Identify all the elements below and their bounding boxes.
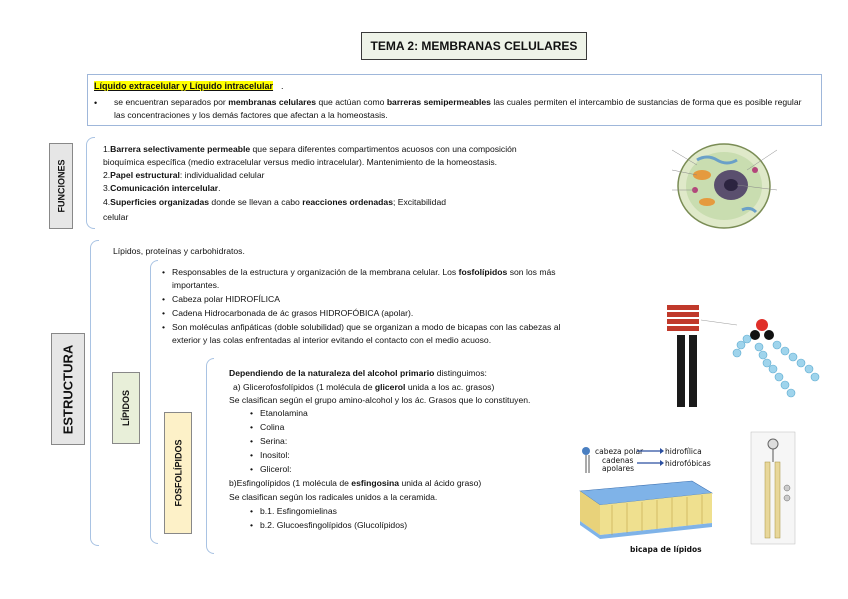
intro-bullet bbox=[114, 96, 814, 122]
intro-box bbox=[87, 74, 822, 126]
bold-text: Comunicación intercelular bbox=[110, 183, 219, 193]
legend-polar: cabeza polar bbox=[595, 447, 644, 456]
text-segment: importantes. bbox=[172, 280, 220, 290]
text-segment: ; Excitabilidad bbox=[392, 197, 447, 207]
text-segment: : individualidad celular bbox=[179, 170, 265, 180]
list-item: • Glicerol: bbox=[260, 463, 292, 475]
bold-text: membranas celulares bbox=[228, 97, 317, 107]
funcion-line-4 bbox=[103, 182, 221, 194]
funcion-line-5 bbox=[103, 196, 446, 208]
lipidos-label: LÍPIDOS bbox=[112, 372, 140, 444]
glicero-clasificacion: Se clasifican según el grupo amino-alcohol y los ác. Grasos que lo constituyen. bbox=[229, 395, 531, 405]
bullet-icon: • bbox=[94, 98, 98, 108]
text-segment: distinguimos: bbox=[434, 368, 487, 378]
text-segment: que actúan como bbox=[316, 97, 387, 107]
funciones-label: FUNCIONES bbox=[49, 143, 73, 229]
text-segment: bioquímica específica (medio extracelular versus medio intracelular). Mantenimiento de la homeostasis. bbox=[103, 157, 498, 167]
text-segment: unida al ácido graso) bbox=[399, 478, 482, 488]
lipidos-bullet-1 bbox=[172, 266, 556, 278]
text-segment: Responsables de la estructura y organización de la membrana celular. Los bbox=[172, 267, 459, 277]
funcion-line-6 bbox=[103, 211, 128, 223]
funcion-line-2 bbox=[103, 156, 497, 168]
list-item: • Colina bbox=[260, 421, 284, 433]
esfingolipidos bbox=[229, 477, 481, 489]
lipidos-bullet-4: • Son moléculas anfipáticas (doble solubilidad) que se organizan a modo de bicapas con las cabezas al bbox=[172, 321, 560, 333]
legend-apolar-1: cadenas bbox=[602, 456, 634, 465]
bicapa-caption: bicapa de lípidos bbox=[630, 545, 702, 554]
fosfolipidos-brace bbox=[206, 358, 214, 554]
legend-apolar-2: apolares bbox=[602, 464, 635, 473]
list-item: • b.2. Glucoesfingolípidos (Glucolípidos) bbox=[260, 519, 407, 531]
list-item: • Etanolamina bbox=[260, 407, 308, 419]
text-segment: b)Esfingolípidos (1 molécula de bbox=[229, 478, 352, 488]
legend-hidrofilica: hidrofílica bbox=[665, 447, 702, 456]
list-item: • Serina: bbox=[260, 435, 287, 447]
text-segment: 4. bbox=[103, 197, 111, 207]
text-segment: 3. bbox=[103, 183, 111, 193]
funcion-line-1 bbox=[103, 143, 517, 155]
estructura-intro: Lípidos, proteínas y carbohidratos. bbox=[113, 246, 245, 256]
bold-text: esfingosina bbox=[351, 478, 400, 488]
fosfolipidos-heading bbox=[229, 367, 487, 379]
text-segment: se encuentran separados por bbox=[114, 97, 229, 107]
esfingo-clasificacion: Se clasifican según los radicales unidos a la ceramida. bbox=[229, 492, 438, 502]
lipidos-brace bbox=[150, 260, 158, 544]
bilayer-diagram bbox=[572, 443, 717, 555]
bold-text: Papel estructural bbox=[110, 170, 180, 180]
bold-text: reacciones ordenadas bbox=[302, 197, 393, 207]
text-segment: celular bbox=[103, 212, 129, 222]
text-segment: son los más bbox=[507, 267, 556, 277]
intro-heading: Líquido extracelular y Líquido intracelular bbox=[94, 81, 274, 91]
estructura-brace bbox=[90, 240, 99, 546]
text-segment: 1. bbox=[103, 144, 111, 154]
bold-text: barreras semipermeables bbox=[386, 97, 491, 107]
page-title: TEMA 2: MEMBRANAS CELULARES bbox=[361, 32, 587, 60]
lipidos-bullet-1b bbox=[172, 279, 219, 291]
funciones-brace bbox=[86, 137, 95, 229]
funcion-line-3 bbox=[103, 169, 264, 181]
text-segment: a) Glicerofosfolípidos (1 molécula de bbox=[233, 382, 375, 392]
text-segment: donde se llevan a cabo bbox=[209, 197, 303, 207]
estructura-label: ESTRUCTURA bbox=[51, 333, 85, 445]
cell-illustration bbox=[667, 130, 782, 240]
text-segment: que separa diferentes compartimentos acuosos con una composición bbox=[250, 144, 517, 154]
bold-text: Barrera selectivamente permeable bbox=[110, 144, 251, 154]
bold-text: Dependiendo de la naturaleza del alcohol primario bbox=[229, 368, 435, 378]
text-segment: las cuales permiten el intercambio de sustancias de forma que es posible regular las concentraciones y los demás factores que afectan a la homeostasis. bbox=[114, 97, 802, 120]
bold-text: fosfolípidos bbox=[458, 267, 508, 277]
text-segment: unida a los ac. grasos) bbox=[405, 382, 495, 392]
lipidos-bullet-2: • Cabeza polar HIDROFÍLICA bbox=[172, 293, 280, 305]
bold-text: Superficies organizadas bbox=[110, 197, 210, 207]
phospholipid-molecule-illustration bbox=[667, 305, 827, 413]
glicerofosfolipidos bbox=[233, 381, 494, 393]
legend-hidrofobicas: hidrofóbicas bbox=[665, 459, 711, 468]
lipidos-bullet-3: • Cadena Hidrocarbonada de ác grasos HIDROFÓBICA (apolar). bbox=[172, 307, 413, 319]
intro-heading-end: . bbox=[281, 81, 284, 91]
list-item: • Inositol: bbox=[260, 449, 290, 461]
text-segment: 2. bbox=[103, 170, 111, 180]
text-segment: . bbox=[218, 183, 221, 193]
sphingolipid-illustration bbox=[747, 428, 799, 548]
bold-text: glicerol bbox=[374, 382, 406, 392]
lipidos-bullet-4b: exterior y las colas enfrentadas al interior evitando el contacto con el medio acuoso. bbox=[172, 335, 492, 345]
fosfolipidos-label: FOSFOLÍPIDOS bbox=[164, 412, 192, 534]
list-item: • b.1. Esfingomielinas bbox=[260, 505, 337, 517]
